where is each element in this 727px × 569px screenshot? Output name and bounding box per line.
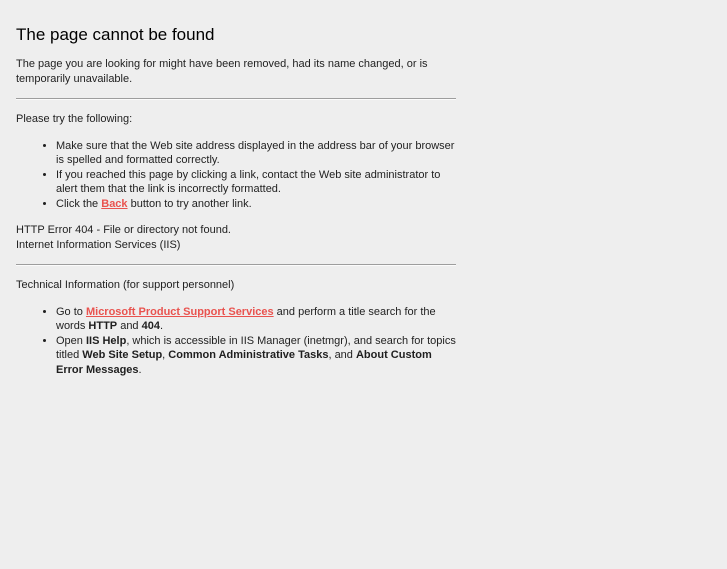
- text-segment: , which is accessible in IIS Manager (inetmgr), and search for topics titled: [56, 334, 456, 361]
- error-status: [16, 223, 456, 252]
- divider-top: [16, 98, 456, 100]
- text-segment: Open: [56, 334, 86, 347]
- divider-bottom: [16, 264, 456, 266]
- text-segment: Go to: [56, 305, 86, 318]
- list-item: [56, 305, 456, 334]
- text-segment: About Custom Error Messages: [56, 349, 432, 376]
- back-link[interactable]: Back: [101, 197, 128, 210]
- error-page-content: [16, 24, 456, 377]
- list-item: [56, 139, 456, 168]
- technical-info-list: [16, 305, 456, 378]
- intro-text: The page you are looking for might have been removed, had its name changed, or is temporarily unavailable.: [16, 58, 428, 85]
- list-item: [56, 197, 456, 212]
- list-item: [56, 334, 456, 378]
- text-segment: button to try another link.: [127, 197, 252, 210]
- text-segment: and perform a title search for the words: [56, 305, 436, 332]
- microsoft-product-support-services-link[interactable]: Microsoft Product Support Services: [85, 305, 274, 318]
- text-segment: ,: [162, 349, 169, 361]
- text-segment: If you reached this page by clicking a link, contact the Web site administrator to alert them that the link is incorrectly formatted.: [56, 168, 441, 195]
- text-segment: Common Administrative Tasks: [168, 349, 329, 361]
- text-segment: and: [117, 320, 142, 332]
- page-title: The page cannot be found: [16, 25, 215, 44]
- text-segment: .: [159, 320, 164, 332]
- text-segment: 404: [141, 320, 160, 332]
- iis-text: Internet Information Services (IIS): [16, 238, 181, 251]
- text-segment: HTTP: [88, 320, 118, 332]
- text-segment: .: [138, 363, 142, 376]
- text-segment: Click the: [56, 197, 102, 210]
- technical-info-heading: Technical Information (for support personnel): [16, 279, 235, 291]
- suggestions-list: [16, 139, 456, 212]
- text-segment: , and: [328, 349, 356, 361]
- please-try-text: Please try the following:: [16, 113, 133, 125]
- list-item: [56, 168, 456, 197]
- http-error-404-text: HTTP Error 404 - File or directory not found.: [16, 224, 231, 236]
- text-segment: Web Site Setup: [82, 349, 163, 361]
- text-segment: Make sure that the Web site address displayed in the address bar of your browser is spelled and formatted correctly.: [56, 139, 455, 166]
- text-segment: IIS Help: [85, 334, 127, 347]
